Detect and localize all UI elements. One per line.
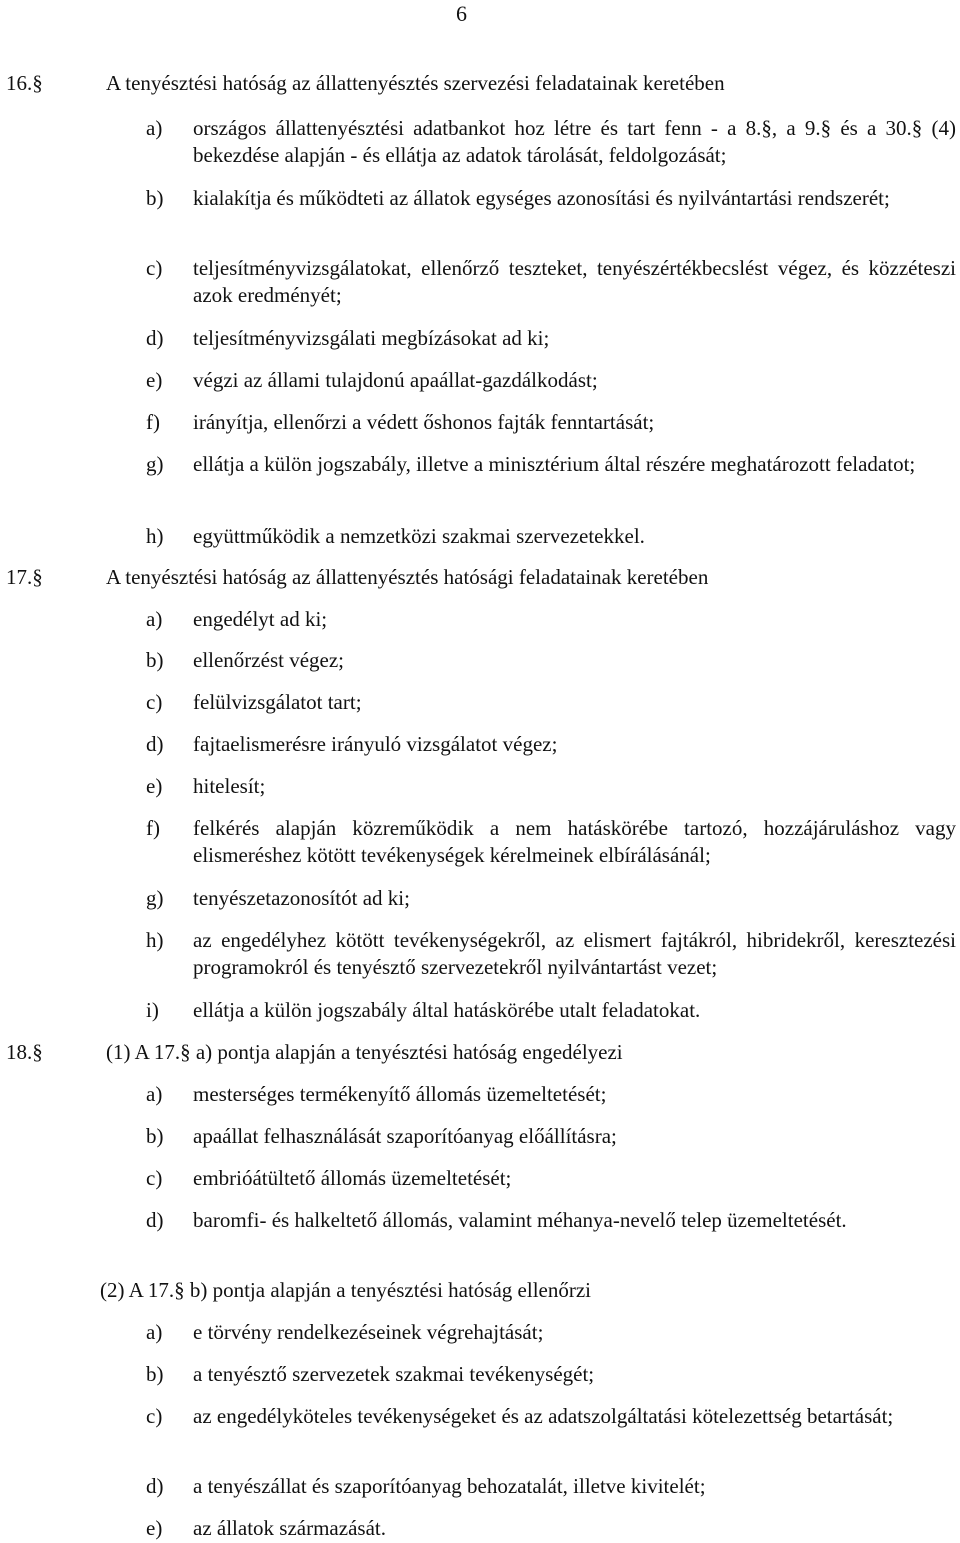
item-text: e törvény rendelkezéseinek végrehajtását; <box>193 1320 544 1344</box>
item-text: végzi az állami tulajdonú apaállat-gazdálkodást; <box>193 368 598 392</box>
list-item <box>146 115 956 169</box>
item-label: b) <box>146 186 164 210</box>
item-text: együttműködik a nemzetközi szakmai szervezetekkel. <box>193 524 645 548</box>
item-label: a) <box>146 607 163 631</box>
item-text: az állatok származását. <box>193 1516 386 1540</box>
item-label: c) <box>146 256 163 280</box>
list-item <box>146 185 956 212</box>
item-text: ellenőrzést végez; <box>193 648 344 672</box>
list-item <box>146 523 956 550</box>
item-text: az engedélyhez kötött tevékenységekről, az elismert fajtákról, hibridekről, keresztezési programokról és tenyésztő szervezetekről nyilvántartást vezet; <box>193 928 956 979</box>
item-text: ellátja a külön jogszabály által hatáskörébe utalt feladatokat. <box>193 998 701 1022</box>
item-label: d) <box>146 732 164 756</box>
item-text: teljesítményvizsgálatokat, ellenőrző teszteket, tenyészértékbecslést végez, és közzéteszi azok eredményét; <box>193 256 956 307</box>
item-label: c) <box>146 1166 163 1190</box>
item-label: e) <box>146 774 163 798</box>
section-number: 16.§ <box>6 71 43 95</box>
section-17 <box>6 564 956 591</box>
item-text: hitelesít; <box>193 774 266 798</box>
list-item <box>146 647 956 674</box>
item-label: a) <box>146 1320 163 1344</box>
list-item <box>146 1081 956 1108</box>
section-16 <box>6 70 956 97</box>
list-item <box>146 1123 956 1150</box>
item-label: e) <box>146 1516 163 1540</box>
list-item <box>146 815 956 869</box>
list-item <box>146 1165 956 1192</box>
item-label: a) <box>146 1082 163 1106</box>
item-text: irányítja, ellenőrzi a védett őshonos fajták fenntartását; <box>193 410 655 434</box>
section-heading: A tenyésztési hatóság az állattenyésztés hatósági feladatainak keretében <box>106 565 709 589</box>
list-item <box>146 1361 956 1388</box>
list-item <box>146 689 956 716</box>
item-text: országos állattenyésztési adatbankot hoz létre és tart fenn - a 8.§, a 9.§ és a 30.§ (4) bekezdése alapján - és ellátja az adatok tárolását, feldolgozását; <box>193 116 956 167</box>
list-item <box>146 997 956 1024</box>
subsection-heading: (2) A 17.§ b) pontja alapján a tenyésztési hatóság ellenőrzi <box>100 1278 592 1302</box>
list-item <box>146 885 956 912</box>
item-label: f) <box>146 816 160 840</box>
list-item <box>146 1403 956 1430</box>
item-text: tenyészetazonosítót ad ki; <box>193 886 410 910</box>
item-text: a tenyésztő szervezetek szakmai tevékenységét; <box>193 1362 595 1386</box>
item-text: felkérés alapján közreműködik a nem hatáskörébe tartozó, hozzájáruláshoz vagy elismeréshez kötött tevékenységek kérelmeinek elbírálásánál; <box>193 816 956 867</box>
item-text: engedélyt ad ki; <box>193 607 328 631</box>
item-label: c) <box>146 1404 163 1428</box>
item-label: b) <box>146 1124 164 1148</box>
section-number: 17.§ <box>6 565 43 589</box>
item-label: a) <box>146 116 163 140</box>
item-label: g) <box>146 452 164 476</box>
item-label: d) <box>146 1208 164 1232</box>
list-item <box>146 255 956 309</box>
list-item <box>146 451 956 478</box>
list-item <box>146 1319 956 1346</box>
item-label: b) <box>146 648 164 672</box>
section-heading: (1) A 17.§ a) pontja alapján a tenyésztési hatóság engedélyezi <box>106 1040 623 1064</box>
item-label: h) <box>146 928 164 952</box>
item-text: baromfi- és halkeltető állomás, valamint méhanya-nevelő telep üzemeltetését. <box>193 1208 847 1232</box>
item-text: apaállat felhasználását szaporítóanyag előállításra; <box>193 1124 617 1148</box>
list-item <box>146 1515 956 1542</box>
list-item <box>146 731 956 758</box>
page-number: 6 <box>456 1 467 26</box>
item-text: a tenyészállat és szaporítóanyag behozatalát, illetve kivitelét; <box>193 1474 706 1498</box>
list-item <box>146 773 956 800</box>
item-text: ellátja a külön jogszabály, illetve a minisztérium által részére meghatározott feladatot; <box>193 452 916 476</box>
list-item <box>146 1207 956 1234</box>
list-item <box>146 367 956 394</box>
item-label: e) <box>146 368 163 392</box>
list-item <box>146 325 956 352</box>
item-text: az engedélyköteles tevékenységeket és az adatszolgáltatási kötelezettség betartását; <box>193 1404 894 1428</box>
section-18 <box>6 1039 956 1066</box>
list-item <box>146 606 956 633</box>
item-text: fajtaelismerésre irányuló vizsgálatot végez; <box>193 732 558 756</box>
item-label: c) <box>146 690 163 714</box>
section-heading: A tenyésztési hatóság az állattenyésztés szervezési feladatainak keretében <box>106 71 725 95</box>
section-number: 18.§ <box>6 1040 43 1064</box>
item-text: mesterséges termékenyítő állomás üzemeltetését; <box>193 1082 607 1106</box>
item-text: felülvizsgálatot tart; <box>193 690 362 714</box>
list-item <box>146 927 956 981</box>
item-text: kialakítja és működteti az állatok egységes azonosítási és nyilvántartási rendszerét; <box>193 186 890 210</box>
list-item <box>146 409 956 436</box>
item-text: embrióátültető állomás üzemeltetését; <box>193 1166 512 1190</box>
item-label: d) <box>146 326 164 350</box>
item-label: h) <box>146 524 164 548</box>
item-label: d) <box>146 1474 164 1498</box>
item-label: i) <box>146 998 159 1022</box>
item-text: teljesítményvizsgálati megbízásokat ad ki; <box>193 326 550 350</box>
item-label: f) <box>146 410 160 434</box>
item-label: g) <box>146 886 164 910</box>
item-label: b) <box>146 1362 164 1386</box>
list-item <box>146 1473 956 1500</box>
